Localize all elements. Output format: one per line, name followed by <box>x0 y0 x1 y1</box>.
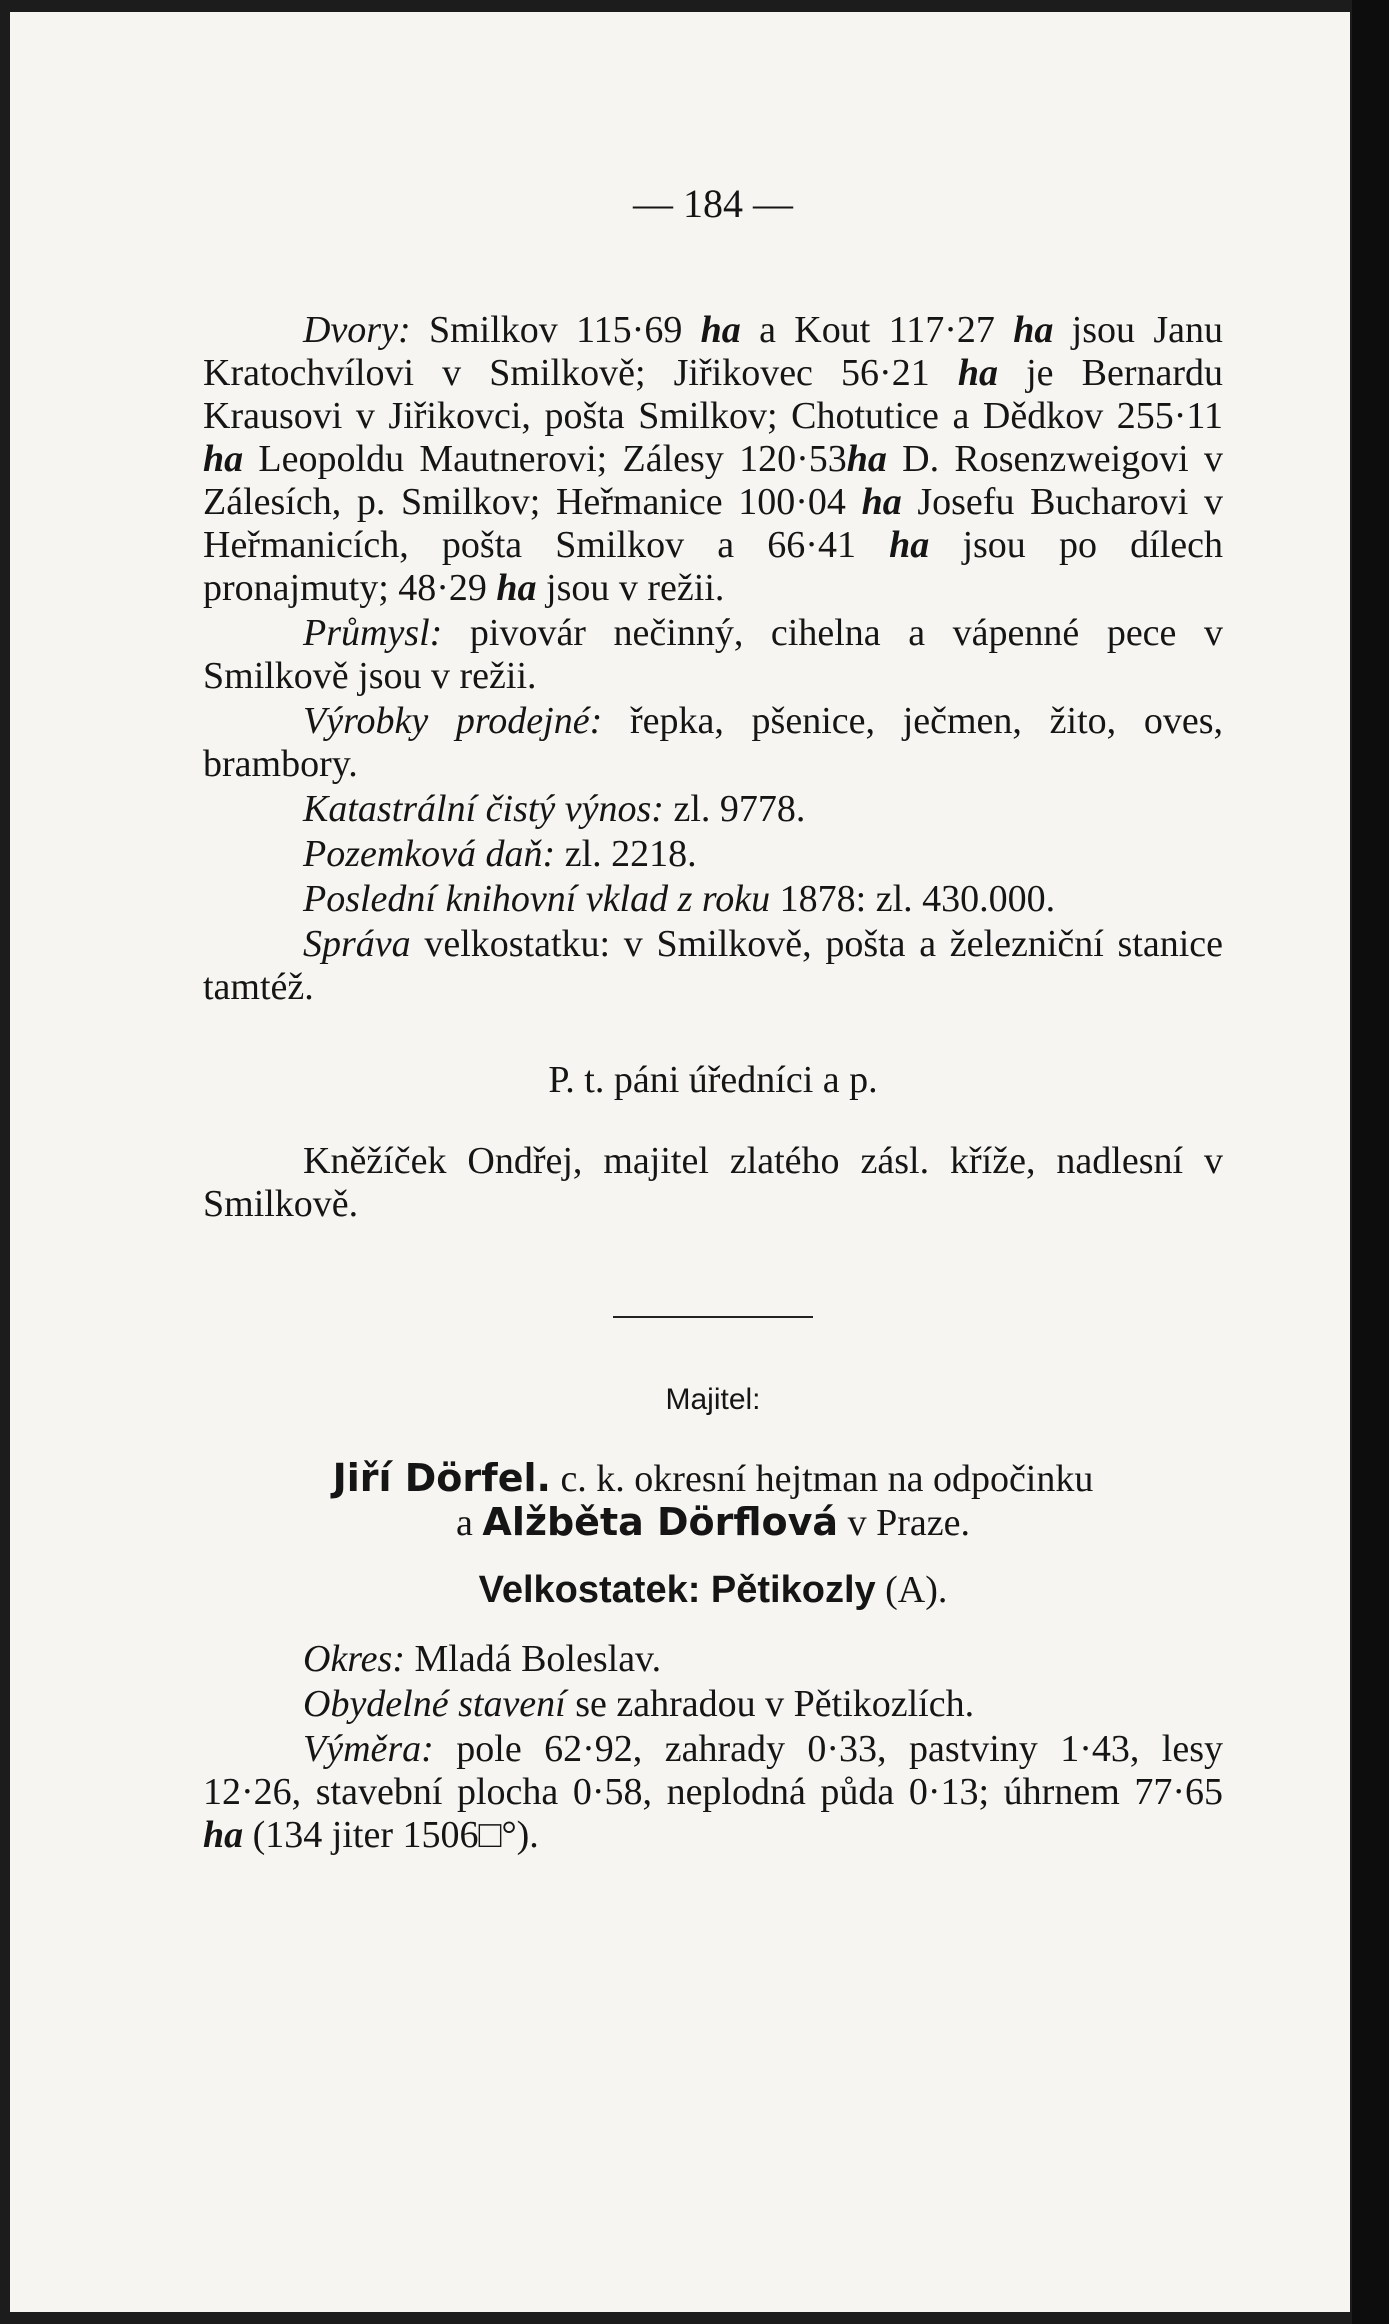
vklad-label: Poslední knihovní vklad z roku <box>303 878 771 920</box>
page-content <box>203 182 1223 1857</box>
katastr-paragraph <box>203 788 1223 831</box>
owners-line-2 <box>203 1501 1223 1545</box>
book-page <box>10 12 1350 2312</box>
vklad-text: 1878: zl. 430.000. <box>770 878 1056 920</box>
owner-label: Majitel: <box>665 1383 761 1416</box>
dvory-text: je Bernardu Krausovi v Jiřikovci, pošta Smilkov; Chotutice a Dědkov 255·11 <box>203 352 1224 437</box>
dvory-paragraph <box>203 309 1223 610</box>
okres-paragraph <box>203 1638 1223 1681</box>
owner-name-2: Alžběta Dörflová <box>482 1500 839 1544</box>
okres-label: Okres: <box>303 1638 405 1680</box>
dvory-text: jsou v režii. <box>536 567 725 609</box>
dvory-text: jsou Janu Kratochvílovi v Smilkově; Jiřikovec 56·21 <box>203 309 1223 394</box>
owner-conjunction: a <box>456 1502 483 1544</box>
dan-label: Pozemková daň: <box>303 833 556 875</box>
ha-unit: ha <box>957 352 998 394</box>
dvory-text: jsou po dílech pronajmuty; 48·29 <box>203 524 1223 609</box>
ha-unit: ha <box>203 438 244 480</box>
owners-line-1 <box>203 1457 1223 1501</box>
okres-text: Mladá Boleslav. <box>405 1638 662 1680</box>
obydelne-label: Obydelné stavení <box>303 1683 566 1725</box>
katastr-label: Katastrální čistý výnos: <box>303 788 664 830</box>
ha-unit: ha <box>203 1814 244 1856</box>
vklad-paragraph <box>203 878 1223 921</box>
dan-paragraph <box>203 833 1223 876</box>
page-number: — 184 — <box>633 181 793 226</box>
estate-suffix: (A). <box>875 1569 948 1611</box>
official-entry: Kněžíček Ondřej, majitel zlatého zásl. kříže, nadlesní v Smilkově. <box>203 1140 1223 1225</box>
ha-unit: ha <box>496 567 537 609</box>
prumysl-paragraph <box>203 612 1223 698</box>
obydelne-paragraph <box>203 1683 1223 1726</box>
vymera-paragraph <box>203 1728 1223 1857</box>
ha-unit: ha <box>700 309 741 351</box>
katastr-text: zl. 9778. <box>663 788 806 830</box>
dvory-text: Leopoldu Mautnerovi; Zálesy 120·53 <box>243 438 847 480</box>
ha-unit: ha <box>889 524 930 566</box>
sprava-text: velkostatku: v Smilkově, pošta a železniční stanice tamtéž. <box>203 923 1223 1008</box>
prumysl-text: pivovár nečinný, cihelna a vápenné pece v Smilkově jsou v režii. <box>203 612 1223 697</box>
dvory-text: Smilkov 115·69 <box>410 309 701 351</box>
vymera-label: Výměra: <box>303 1728 434 1770</box>
owner-name-1: Jiří Dörfel. <box>332 1456 551 1500</box>
owner-title: c. k. okresní hejtman na odpočinku <box>550 1458 1094 1500</box>
dan-text: zl. 2218. <box>555 833 697 875</box>
ha-unit: ha <box>846 438 887 480</box>
estate-title <box>203 1569 1223 1612</box>
dvory-text: a Kout 117·27 <box>740 309 1014 351</box>
vymera-text: pole 62·92, zahrady 0·33, pastviny 1·43, lesy 12·26, stavební plocha 0·58, neplodná půda 0·13; úhrnem 77·65 <box>203 1728 1223 1813</box>
scan-edge <box>1352 0 1389 2324</box>
sprava-paragraph <box>203 923 1223 1009</box>
officials-heading: P. t. páni úředníci a p. <box>548 1059 878 1101</box>
vyrobky-paragraph <box>203 700 1223 786</box>
sprava-label: Správa <box>303 923 411 965</box>
section-divider <box>613 1316 813 1318</box>
dvory-text: D. Rosenzweigovi v Zálesích, p. Smilkov; Heřmanice 100·04 <box>203 438 1224 523</box>
prumysl-label: Průmysl: <box>303 612 443 654</box>
vymera-text-end: (134 jiter 1506□°). <box>243 1814 539 1856</box>
dvory-label: Dvory: <box>303 309 411 351</box>
obydelne-text: se zahradou v Pětikozlích. <box>565 1683 975 1725</box>
vyrobky-label: Výrobky prodejné: <box>303 700 603 742</box>
vyrobky-text: řepka, pšenice, ječmen, žito, oves, brambory. <box>203 700 1223 785</box>
ha-unit: ha <box>861 481 902 523</box>
owner-place: v Praze. <box>838 1502 970 1544</box>
estate-label: Velkostatek: Pětikozly <box>478 1569 876 1611</box>
dvory-text: Josefu Bucharovi v Heřmanicích, pošta Smilkov a 66·41 <box>203 481 1223 566</box>
ha-unit: ha <box>1013 309 1054 351</box>
